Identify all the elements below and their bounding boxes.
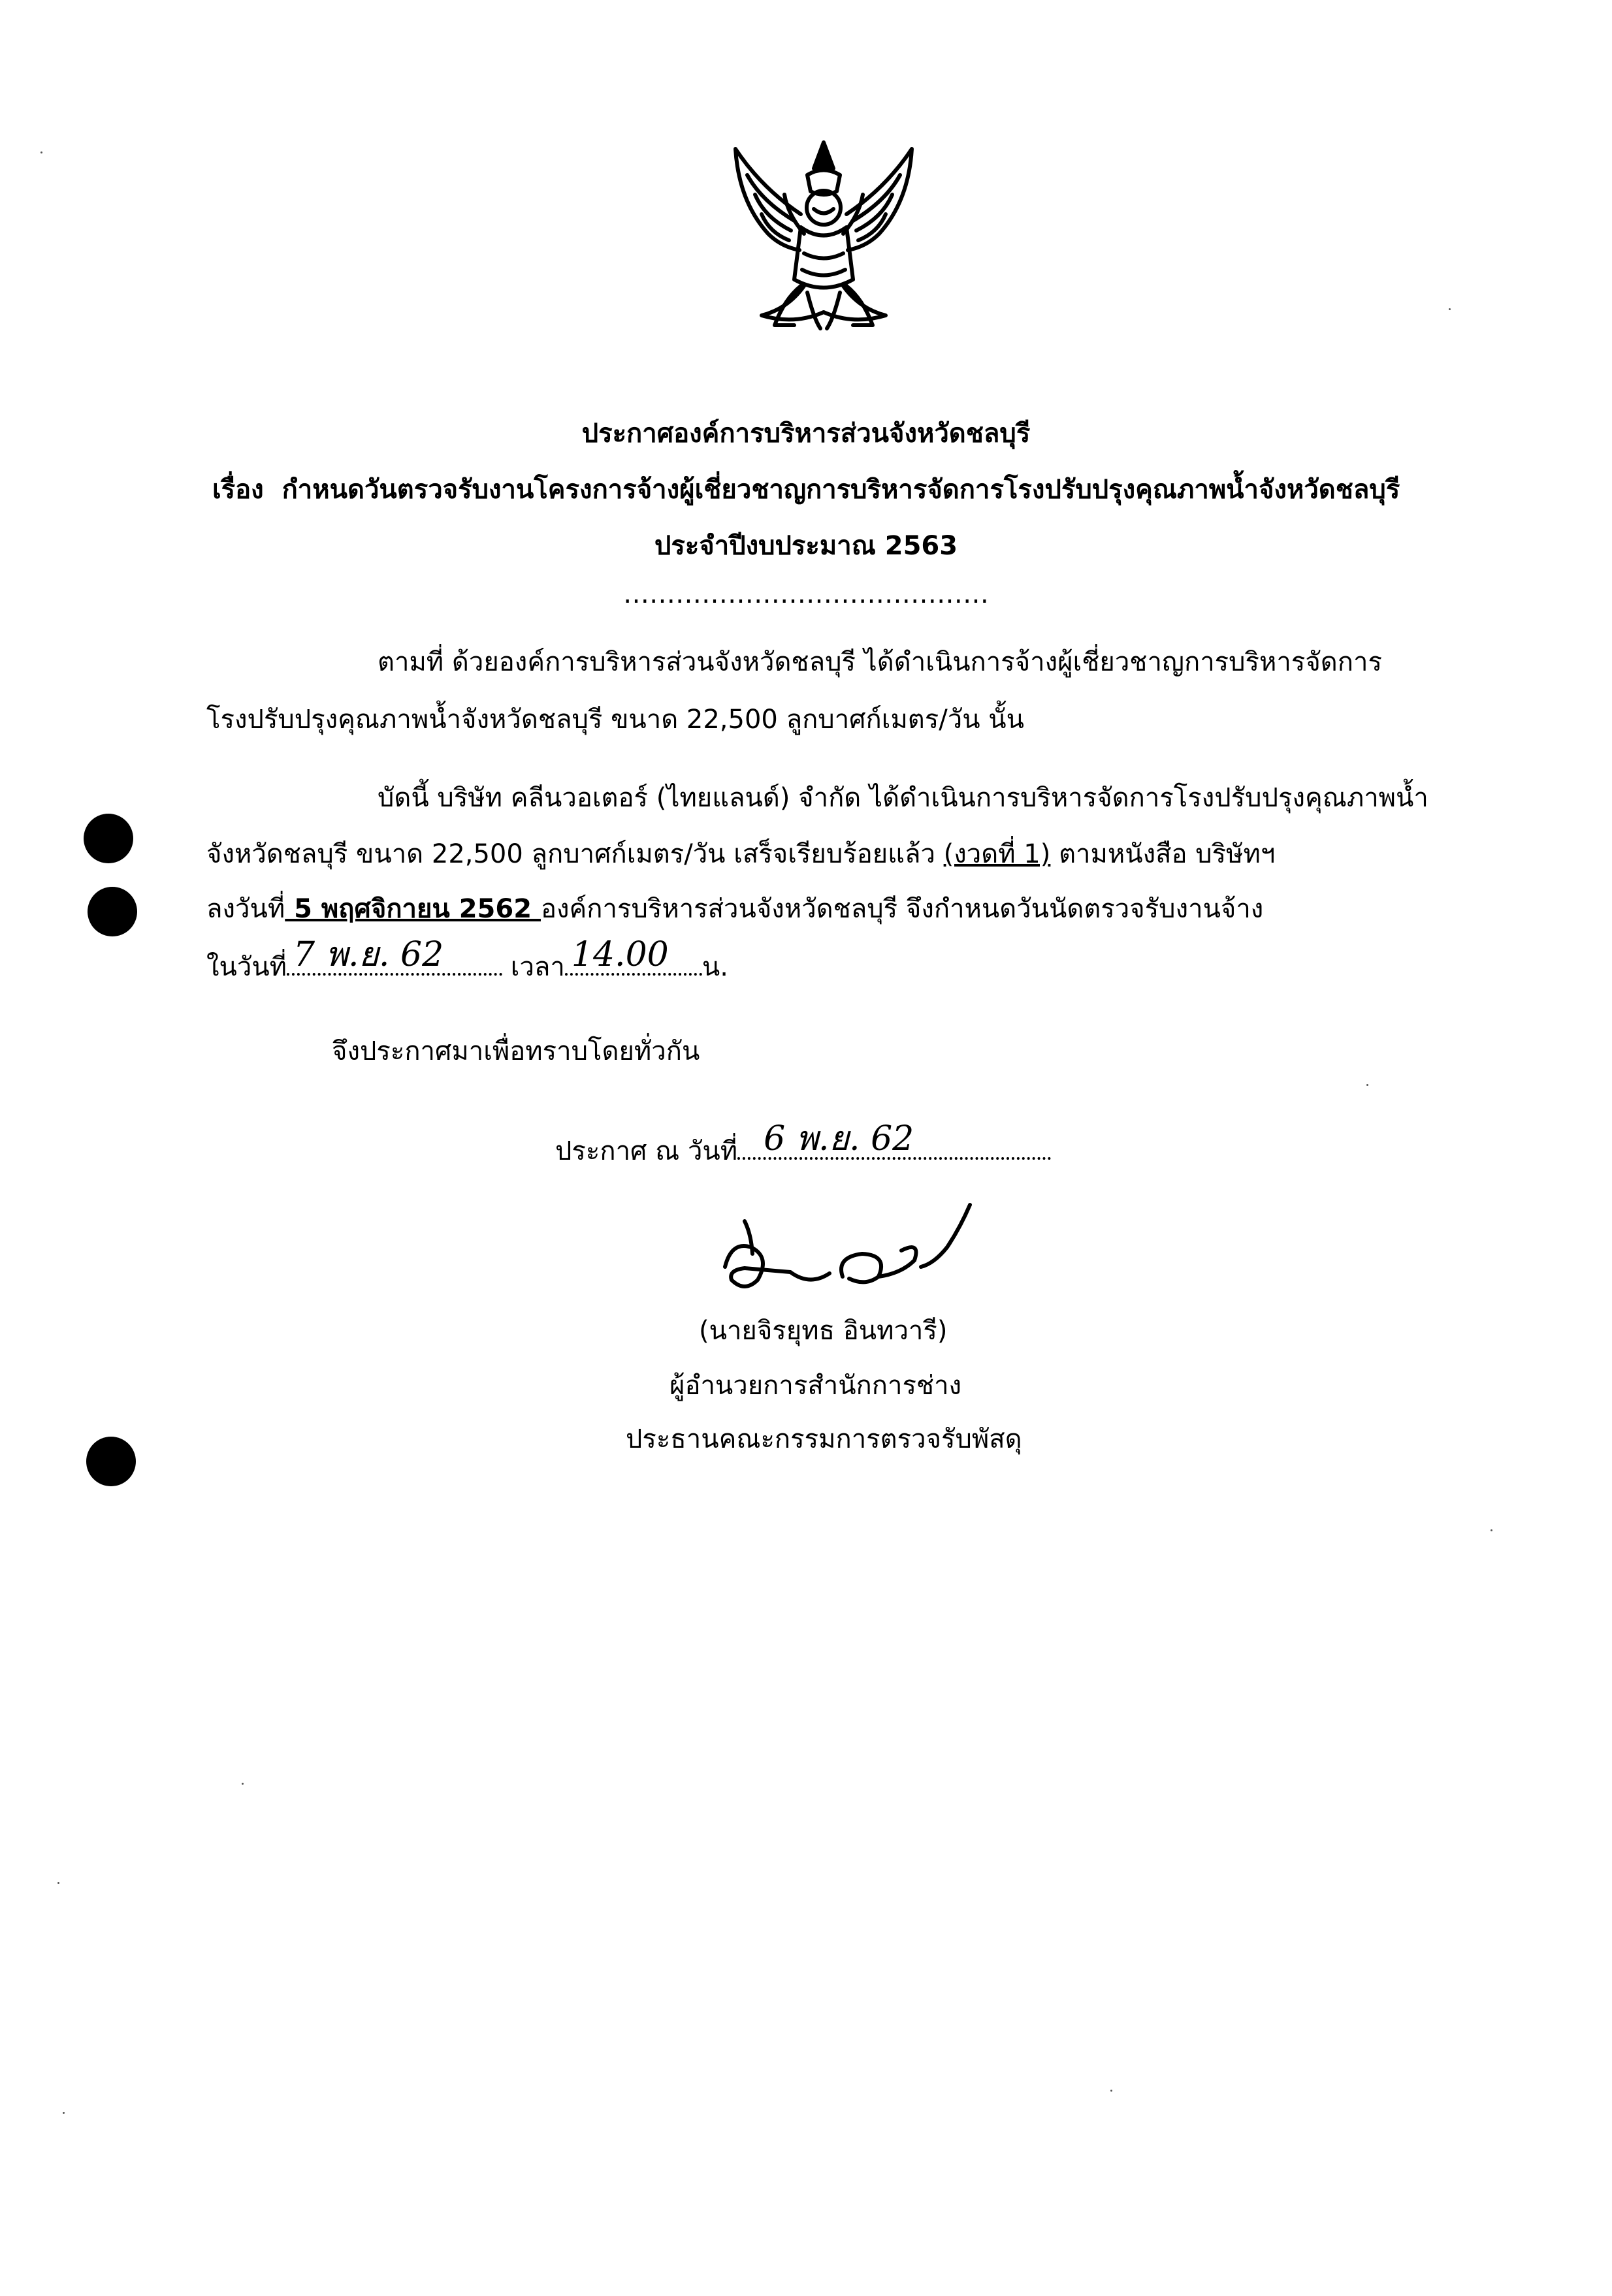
para2-line3-label: ลงวันที่: [206, 894, 285, 924]
closing-line: จึงประกาศมาเพื่อทราบโดยทั่วกัน: [332, 1036, 700, 1066]
inspection-date-label: ในวันที่: [206, 952, 287, 982]
signer-position-2: ประธานคณะกรรมการตรวจรับพัสดุ: [626, 1424, 1022, 1454]
subject-line: [212, 471, 1400, 508]
time-unit: น.: [701, 952, 728, 982]
inspection-time-label: เวลา: [510, 952, 565, 982]
letter-date: 5 พฤศจิกายน 2562: [285, 894, 541, 924]
punch-hole: [86, 1437, 136, 1486]
inspection-date-handwritten: 7 พ.ย. 62: [293, 935, 444, 974]
announce-date-handwritten: 6 พ.ย. 62: [764, 1119, 914, 1158]
signer-position-1: ผู้อำนวยการสำนักการช่าง: [669, 1371, 962, 1401]
para1-line2: โรงปรับปรุงคุณภาพน้ำจังหวัดชลบุรี ขนาด 22,500 ลูกบาศก์เมตร/วัน นั้น: [206, 705, 1024, 735]
garuda-emblem: [722, 129, 925, 338]
para2-line3: [206, 891, 1263, 927]
scan-speck: [1110, 2090, 1112, 2092]
inspection-time-field: [565, 935, 702, 976]
para2-line2-tail: ตามหนังสือ บริษัทฯ: [1059, 839, 1276, 869]
handwritten-signature: [705, 1195, 993, 1306]
inspection-date-field: [287, 935, 502, 976]
scan-speck: [40, 151, 42, 153]
para2-line4: [206, 935, 728, 985]
subject-prefix: เรื่อง: [212, 475, 264, 505]
separator-dots: ……………………………………: [623, 579, 989, 609]
para2-line2: [206, 836, 1275, 872]
scan-speck: [63, 2112, 65, 2114]
inspection-time-handwritten: 14.00: [571, 935, 669, 974]
para2-line2-text: จังหวัดชลบุรี ขนาด 22,500 ลูกบาศก์เมตร/วัน เสร็จเรียบร้อยแล้ว: [206, 839, 935, 869]
announce-date-field: [737, 1119, 1051, 1160]
announce-label: ประกาศ ณ วันที่: [555, 1136, 738, 1166]
fiscal-year: ประจำปีงบประมาณ 2563: [654, 531, 958, 561]
scan-speck: [1449, 308, 1451, 310]
scan-speck: [1366, 1084, 1368, 1086]
scan-speck: [57, 1882, 59, 1884]
scan-speck: [242, 1783, 244, 1785]
subject-text: กำหนดวันตรวจรับงานโครงการจ้างผู้เชี่ยวชาญการบริหารจัดการโรงปรับปรุงคุณภาพน้ำจังหวัดชลบุรี: [282, 475, 1400, 505]
punch-hole: [88, 887, 137, 936]
scan-speck: [1491, 1529, 1492, 1531]
installment-label: (งวดที่ 1): [943, 839, 1051, 869]
para2-line3-text: องค์การบริหารส่วนจังหวัดชลบุรี จึงกำหนดวันนัดตรวจรับงานจ้าง: [540, 894, 1264, 924]
para2-line1: บัดนี้ บริษัท คลีนวอเตอร์ (ไทยแลนด์) จำกัด ได้ดำเนินการบริหารจัดการโรงปรับปรุงคุณภาพน้ำ: [378, 783, 1428, 813]
punch-hole: [84, 814, 133, 863]
announce-line: [555, 1119, 1051, 1170]
page-title: ประกาศองค์การบริหารส่วนจังหวัดชลบุรี: [581, 419, 1031, 449]
signer-name: (นายจิรยุทธ อินทวารี): [699, 1316, 948, 1346]
para1-line1: ตามที่ ด้วยองค์การบริหารส่วนจังหวัดชลบุรี ได้ดำเนินการจ้างผู้เชี่ยวชาญการบริหารจัดการ: [378, 647, 1382, 677]
